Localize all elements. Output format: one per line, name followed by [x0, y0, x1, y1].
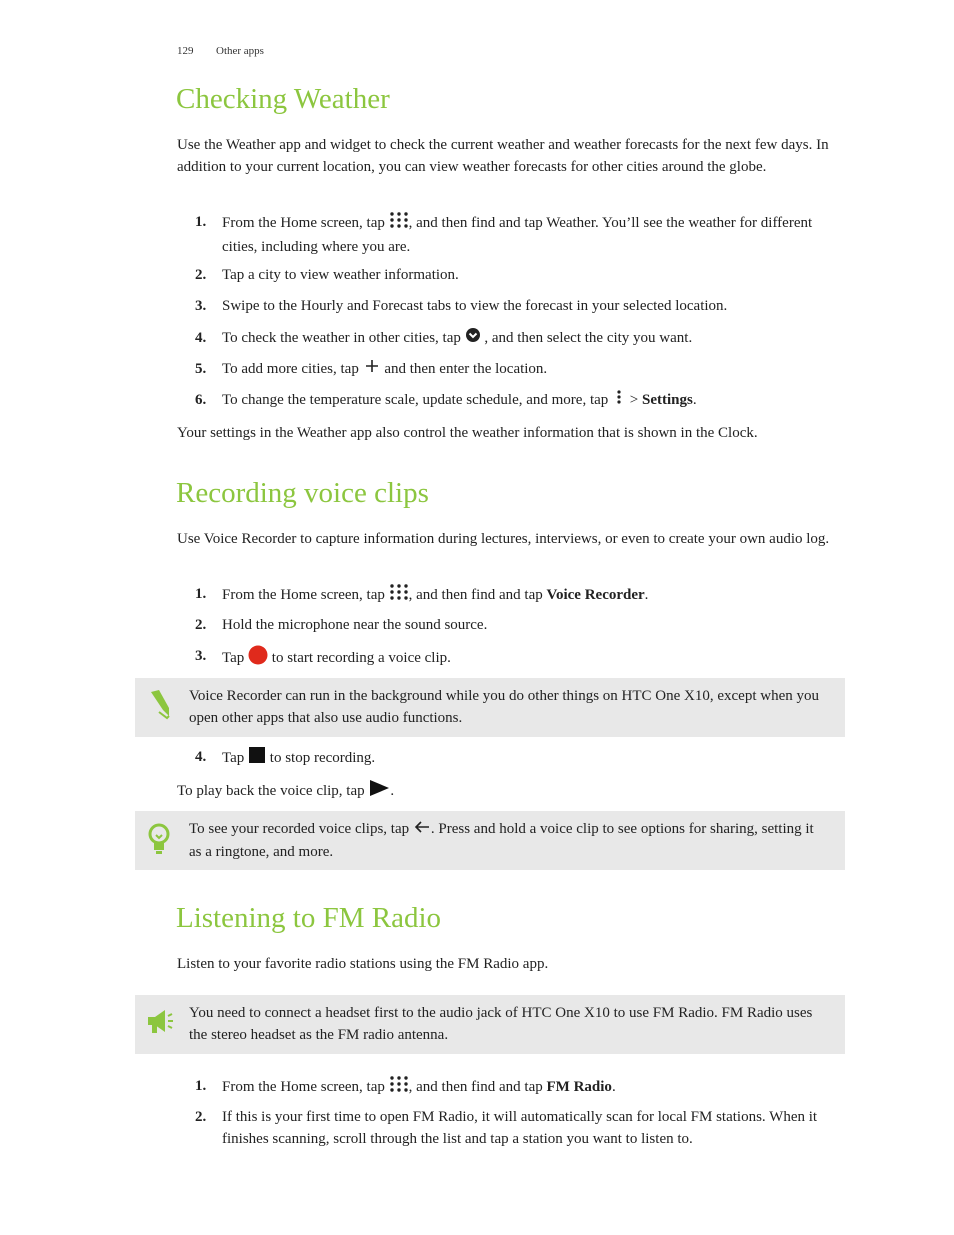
- plus-icon: [363, 358, 381, 381]
- radio-step-1: 1. From the Home screen, tap , and then find and tap FM Radio.: [195, 1075, 835, 1100]
- page-header: [177, 45, 264, 57]
- radio-heading: Listening to FM Radio: [176, 902, 442, 934]
- weather-step-2: 2. Tap a city to view weather information.: [195, 267, 459, 283]
- important-text: You need to connect a headset first to the audio jack of HTC One X10 to use FM Radio. FM Radio uses the stereo headset as the FM radio antenna.: [189, 1005, 813, 1043]
- record-icon: [248, 645, 268, 672]
- apps-grid-icon: [389, 1075, 409, 1100]
- chevron-down-circle-icon: [465, 327, 481, 350]
- voice-heading: Recording voice clips: [176, 477, 429, 509]
- pencil-icon: [145, 688, 173, 722]
- playback-text: To play back the voice clip, tap .: [177, 779, 837, 804]
- tip-text: To see your recorded voice clips, tap . Press and hold a voice clip to see options for sharing, setting it as a ringtone, and more.: [189, 818, 829, 863]
- voice-step-3: 3. Tap to start recording a voice clip.: [195, 645, 835, 672]
- megaphone-icon: [145, 1007, 173, 1041]
- voice-step-1: 1. From the Home screen, tap , and then find and tap Voice Recorder.: [195, 583, 835, 608]
- weather-step-1: 1. From the Home screen, tap , and then find and tap Weather. You’ll see the weather for different cities, including where you are.: [195, 211, 835, 258]
- weather-step-6: 6. To change the temperature scale, update schedule, and more, tap > Settings.: [195, 389, 835, 412]
- radio-step-2: 2. If this is your first time to open FM Radio, it will automatically scan for local FM stations. When it finishes scanning, scroll through the list and tap a station you want to listen to.: [195, 1109, 818, 1147]
- lightbulb-icon: [145, 822, 173, 856]
- stop-icon: [248, 746, 266, 771]
- weather-step-4: 4. To check the weather in other cities, tap , and then select the city you want.: [195, 327, 835, 350]
- radio-intro: Listen to your favorite radio stations using the FM Radio app.: [177, 956, 549, 972]
- voice-step-2: 2. Hold the microphone near the sound source.: [195, 617, 488, 633]
- weather-intro: Use the Weather app and widget to check the current weather and weather forecasts for the next few days. In addition to your current location, you can view weather forecasts for other cities around the globe.: [177, 137, 829, 175]
- note-text: Voice Recorder can run in the background while you do other things on HTC One X10, except when you open other apps that also use audio functions.: [189, 688, 819, 726]
- more-vert-icon: [612, 389, 626, 412]
- important-box: [135, 995, 845, 1054]
- voice-intro: Use Voice Recorder to capture information during lectures, interviews, or even to create your own audio log.: [177, 531, 830, 547]
- note-box: [135, 678, 845, 737]
- tip-box: [135, 811, 845, 870]
- apps-grid-icon: [389, 211, 409, 236]
- weather-outro: Your settings in the Weather app also control the weather information that is shown in the Clock.: [177, 425, 758, 441]
- weather-step-3: 3. Swipe to the Hourly and Forecast tabs to view the forecast in your selected location.: [195, 298, 728, 314]
- section-name: Other apps: [216, 45, 264, 57]
- weather-heading: Checking Weather: [176, 83, 390, 115]
- voice-step-4: 4. Tap to stop recording.: [195, 746, 835, 771]
- back-arrow-icon: [413, 819, 431, 841]
- page-number: 129: [177, 45, 194, 57]
- apps-grid-icon: [389, 583, 409, 608]
- weather-step-5: 5. To add more cities, tap and then enter the location.: [195, 358, 835, 381]
- play-icon: [368, 779, 390, 804]
